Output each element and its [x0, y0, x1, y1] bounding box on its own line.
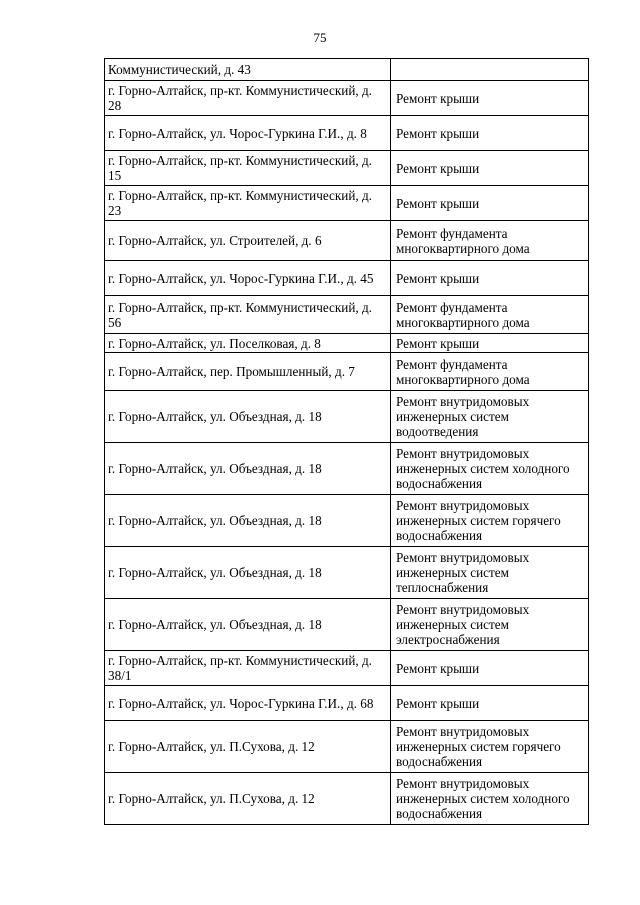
work-type-cell: Ремонт крыши: [391, 81, 589, 116]
address-cell: г. Горно-Алтайск, ул. Чорос-Гуркина Г.И., д. 45: [105, 261, 391, 296]
table-row: [105, 59, 589, 81]
table-row: [105, 686, 589, 721]
table-row: [105, 391, 589, 443]
work-type-cell: Ремонт крыши: [391, 334, 589, 353]
table-row: [105, 547, 589, 599]
table-row: [105, 721, 589, 773]
work-type-cell: Ремонт крыши: [391, 686, 589, 721]
page-number: 75: [313, 30, 327, 45]
table-row: [105, 334, 589, 353]
work-type-cell: Ремонт внутридомовых инженерных систем горячего водоснабжения: [391, 495, 589, 547]
table-row: [105, 443, 589, 495]
table-row: [105, 186, 589, 221]
work-type-cell: Ремонт внутридомовых инженерных систем водоотведения: [391, 391, 589, 443]
address-cell: г. Горно-Алтайск, пр-кт. Коммунистический, д. 28: [105, 81, 391, 116]
address-cell: г. Горно-Алтайск, ул. Объездная, д. 18: [105, 599, 391, 651]
table-row: [105, 599, 589, 651]
table-row: [105, 261, 589, 296]
table-row: [105, 495, 589, 547]
repair-works-table: [104, 58, 589, 825]
address-cell: г. Горно-Алтайск, ул. Объездная, д. 18: [105, 391, 391, 443]
address-cell: г. Горно-Алтайск, пер. Промышленный, д. 7: [105, 353, 391, 391]
table-row: [105, 651, 589, 686]
table-row: [105, 773, 589, 825]
address-cell: г. Горно-Алтайск, пр-кт. Коммунистический, д. 38/1: [105, 651, 391, 686]
work-type-cell: Ремонт внутридомовых инженерных систем горячего водоснабжения: [391, 721, 589, 773]
address-cell: Коммунистический, д. 43: [105, 59, 391, 81]
address-cell: г. Горно-Алтайск, ул. Объездная, д. 18: [105, 495, 391, 547]
address-cell: г. Горно-Алтайск, ул. П.Сухова, д. 12: [105, 721, 391, 773]
address-cell: г. Горно-Алтайск, пр-кт. Коммунистический, д. 56: [105, 296, 391, 334]
work-type-cell: Ремонт фундамента многоквартирного дома: [391, 221, 589, 261]
table-body: [105, 59, 589, 825]
address-cell: г. Горно-Алтайск, пр-кт. Коммунистический, д. 23: [105, 186, 391, 221]
work-type-cell: Ремонт фундамента многоквартирного дома: [391, 353, 589, 391]
table-row: [105, 151, 589, 186]
table-row: [105, 81, 589, 116]
work-type-cell: Ремонт внутридомовых инженерных систем электроснабжения: [391, 599, 589, 651]
address-cell: г. Горно-Алтайск, ул. Чорос-Гуркина Г.И., д. 8: [105, 116, 391, 151]
work-type-cell: Ремонт крыши: [391, 261, 589, 296]
work-type-cell: Ремонт крыши: [391, 151, 589, 186]
table-row: [105, 116, 589, 151]
work-type-cell: Ремонт фундамента многоквартирного дома: [391, 296, 589, 334]
address-cell: г. Горно-Алтайск, ул. Поселковая, д. 8: [105, 334, 391, 353]
work-type-cell: [391, 59, 589, 81]
work-type-cell: Ремонт внутридомовых инженерных систем холодного водоснабжения: [391, 773, 589, 825]
work-type-cell: Ремонт внутридомовых инженерных систем теплоснабжения: [391, 547, 589, 599]
address-cell: г. Горно-Алтайск, ул. Объездная, д. 18: [105, 547, 391, 599]
address-cell: г. Горно-Алтайск, пр-кт. Коммунистический, д. 15: [105, 151, 391, 186]
work-type-cell: Ремонт крыши: [391, 651, 589, 686]
address-cell: г. Горно-Алтайск, ул. Строителей, д. 6: [105, 221, 391, 261]
work-type-cell: Ремонт крыши: [391, 116, 589, 151]
address-cell: г. Горно-Алтайск, ул. Чорос-Гуркина Г.И., д. 68: [105, 686, 391, 721]
work-type-cell: Ремонт крыши: [391, 186, 589, 221]
address-cell: г. Горно-Алтайск, ул. Объездная, д. 18: [105, 443, 391, 495]
table-row: [105, 221, 589, 261]
work-type-cell: Ремонт внутридомовых инженерных систем холодного водоснабжения: [391, 443, 589, 495]
address-cell: г. Горно-Алтайск, ул. П.Сухова, д. 12: [105, 773, 391, 825]
table-row: [105, 296, 589, 334]
table-row: [105, 353, 589, 391]
